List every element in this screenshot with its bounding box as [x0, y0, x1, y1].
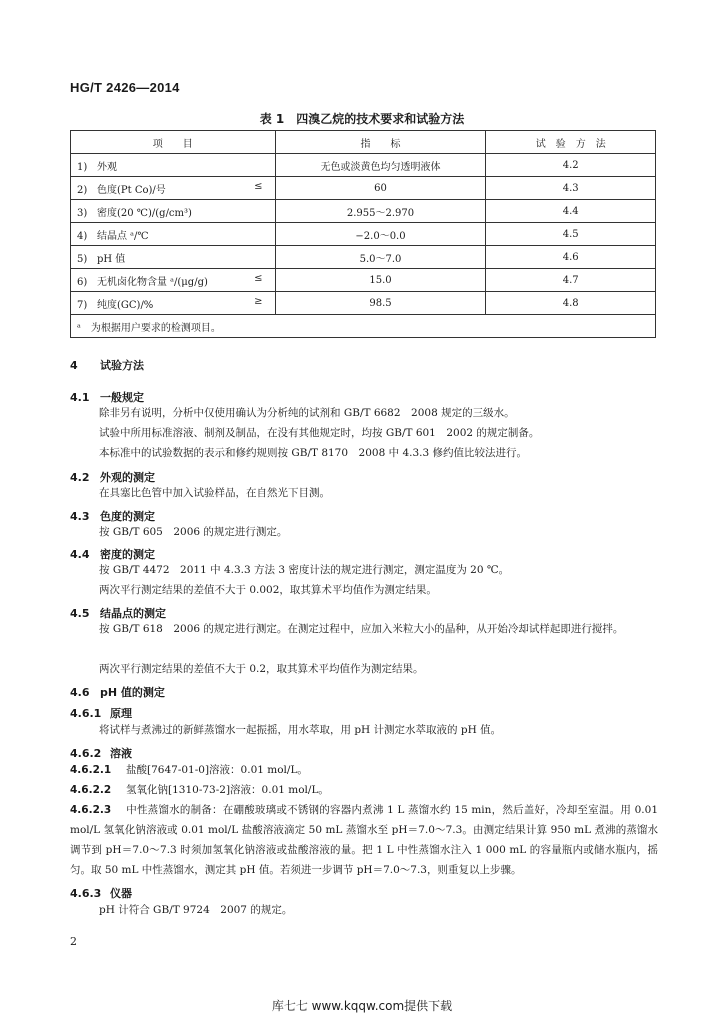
- item-cell: [71, 269, 276, 292]
- section-heading: [70, 684, 165, 700]
- item-name: 结晶点 ᵃ/℃: [97, 230, 149, 242]
- method-cell: 4.6: [486, 246, 656, 269]
- section-number: 4.6.2: [70, 747, 102, 760]
- item-number: 5): [77, 253, 88, 265]
- section-number: 4: [70, 359, 78, 372]
- section-title: 溶液: [110, 747, 132, 760]
- header-item: 项 目: [71, 131, 276, 154]
- table-row: [71, 177, 656, 200]
- paragraph: 按 GB/T 618 2006 的规定进行测定。在测定过程中，应加入米粒大小的晶种，从开始冷却试样起即进行搅拌。: [99, 623, 624, 635]
- indicator-cell: 5.0～7.0: [275, 246, 486, 269]
- item-name: 无机卤化物含量 ᵃ/(μg/g): [97, 276, 208, 288]
- method-cell: 4.4: [486, 200, 656, 223]
- item-number: 6): [77, 276, 88, 288]
- section-number: 4.1: [70, 391, 90, 404]
- sub-item: [70, 800, 658, 880]
- section-title: 原理: [110, 707, 132, 720]
- method-cell: 4.7: [486, 269, 656, 292]
- item-cell: [71, 292, 276, 315]
- item-name: 纯度(GC)/%: [97, 299, 154, 311]
- table-row: [71, 223, 656, 246]
- section-heading: [70, 745, 132, 761]
- paragraph: 除非另有说明，分析中仅使用确认为分析纯的试剂和 GB/T 6682 2008 规定的三级水。: [99, 407, 515, 419]
- table-row: [71, 246, 656, 269]
- page-number: 2: [70, 935, 77, 948]
- section-title: pH 值的测定: [100, 686, 165, 699]
- section-number: 4.4: [70, 548, 90, 561]
- section-number: 4.5: [70, 607, 90, 620]
- section-title: 密度的测定: [100, 548, 155, 561]
- method-cell: 4.8: [486, 292, 656, 315]
- paragraph: 在具塞比色管中加入试验样品，在自然光下目测。: [99, 487, 330, 499]
- paragraph: 按 GB/T 4472 2011 中 4.3.3 方法 3 密度计法的规定进行测定，测定温度为 20 ℃。: [99, 564, 510, 576]
- item-cell: [71, 246, 276, 269]
- item-cell: [71, 154, 276, 177]
- standard-code: HG/T 2426—2014: [70, 80, 180, 95]
- table-row: [71, 269, 656, 292]
- paragraph: 试验中所用标准溶液、制剂及制品，在没有其他规定时，均按 GB/T 601 2002 的规定制备。: [99, 427, 540, 439]
- section-title: 仪器: [110, 887, 132, 900]
- item-number: 2): [77, 184, 88, 196]
- paragraph: 将试样与煮沸过的新鲜蒸馏水一起振摇，用水萃取，用 pH 计测定水萃取液的 pH 值。: [99, 724, 502, 736]
- indicator-cell: 无色或淡黄色均匀透明液体: [275, 154, 486, 177]
- indicator-cell: 15.0: [275, 269, 486, 292]
- item-number: 1): [77, 161, 88, 173]
- sub-item-number: 4.6.2.2: [70, 784, 112, 796]
- indicator-cell: 98.5: [275, 292, 486, 315]
- sub-item: [70, 760, 308, 780]
- section-number: 4.6.1: [70, 707, 102, 720]
- table-caption: 表 1 四溴乙烷的技术要求和试验方法: [259, 112, 465, 126]
- item-cell: [71, 200, 276, 223]
- indicator-cell: −2.0～0.0: [275, 223, 486, 246]
- header-method: 试 验 方 法: [486, 131, 656, 154]
- item-cell: [71, 223, 276, 246]
- paragraph: 按 GB/T 605 2006 的规定进行测定。: [99, 526, 288, 538]
- table-note-row: [71, 315, 656, 338]
- relation-symbol: ≤: [254, 273, 263, 284]
- table-row: [71, 200, 656, 223]
- item-name: pH 值: [97, 253, 126, 265]
- download-footer: 库七七 www.kqqw.com提供下载: [271, 999, 453, 1013]
- sub-item-number: 4.6.2.3: [70, 804, 112, 816]
- section-number: 4.6.3: [70, 887, 102, 900]
- table-note: ᵃ 为根据用户要求的检测项目。: [71, 315, 656, 338]
- table-header-row: [71, 131, 656, 154]
- method-cell: 4.3: [486, 177, 656, 200]
- method-cell: 4.5: [486, 223, 656, 246]
- section-title: 外观的测定: [100, 471, 155, 484]
- relation-symbol: ≥: [254, 296, 263, 307]
- paragraph: 两次平行测定结果的差值不大于 0.2，取其算术平均值作为测定结果。: [99, 663, 424, 675]
- method-cell: 4.2: [486, 154, 656, 177]
- section-title: 结晶点的测定: [100, 607, 166, 620]
- item-name: 密度(20 ℃)/(g/cm³): [97, 207, 192, 219]
- item-number: 4): [77, 230, 88, 242]
- table-row: [71, 292, 656, 315]
- header-indicator: 指 标: [275, 131, 486, 154]
- item-name: 色度(Pt Co)/号: [97, 184, 166, 196]
- section-number: 4.6: [70, 686, 90, 699]
- sub-item-number: 4.6.2.1: [70, 764, 112, 776]
- section-title: 色度的测定: [100, 510, 155, 523]
- sub-item-text: 氢氧化钠[1310-73-2]溶液：0.01 mol/L。: [126, 784, 329, 796]
- indicator-cell: 60: [275, 177, 486, 200]
- item-name: 外观: [97, 161, 117, 173]
- section-heading: [70, 705, 132, 721]
- sub-item-text: 中性蒸馏水的制备：在硼酸玻璃或不锈钢的容器内煮沸 1 L 蒸馏水约 15 min，然后盖好，冷却至室温。用 0.01 mol/L 氢氧化钠溶液或 0.01 mol/L 盐酸溶液滴定 50 mL 蒸馏水至 pH＝7.0～7.3。由测定结果计算 950 mL 煮沸的蒸馏水调节到 pH＝7.0～7.3 时须加氢氧化钠溶液或盐酸溶液的量。把 1 L 中性蒸馏水注入 1 000 mL 的容量瓶内或储水瓶内，摇匀。取 50 mL 中性蒸馏水，测定其 pH 值。若须进一步调节 pH＝7.0～7.3，则重复以上步骤。: [70, 804, 658, 876]
- section-number: 4.2: [70, 471, 90, 484]
- item-number: 3): [77, 207, 88, 219]
- spec-table: [70, 130, 656, 338]
- section-heading: [70, 357, 144, 373]
- sub-item: [70, 780, 329, 800]
- paragraph: pH 计符合 GB/T 9724 2007 的规定。: [99, 904, 293, 916]
- section-title: 试验方法: [100, 359, 144, 372]
- section-heading: [70, 885, 132, 901]
- item-number: 7): [77, 299, 88, 311]
- sub-item-text: 盐酸[7647-01-0]溶液：0.01 mol/L。: [126, 764, 308, 776]
- paragraph: 两次平行测定结果的差值不大于 0.002，取其算术平均值作为测定结果。: [99, 584, 437, 596]
- indicator-cell: 2.955～2.970: [275, 200, 486, 223]
- relation-symbol: ≤: [254, 181, 263, 192]
- section-number: 4.3: [70, 510, 90, 523]
- section-title: 一般规定: [100, 391, 144, 404]
- paragraph: 本标准中的试验数据的表示和修约规则按 GB/T 8170 2008 中 4.3.3 修约值比较法进行。: [99, 447, 527, 459]
- item-cell: [71, 177, 276, 200]
- table-row: [71, 154, 656, 177]
